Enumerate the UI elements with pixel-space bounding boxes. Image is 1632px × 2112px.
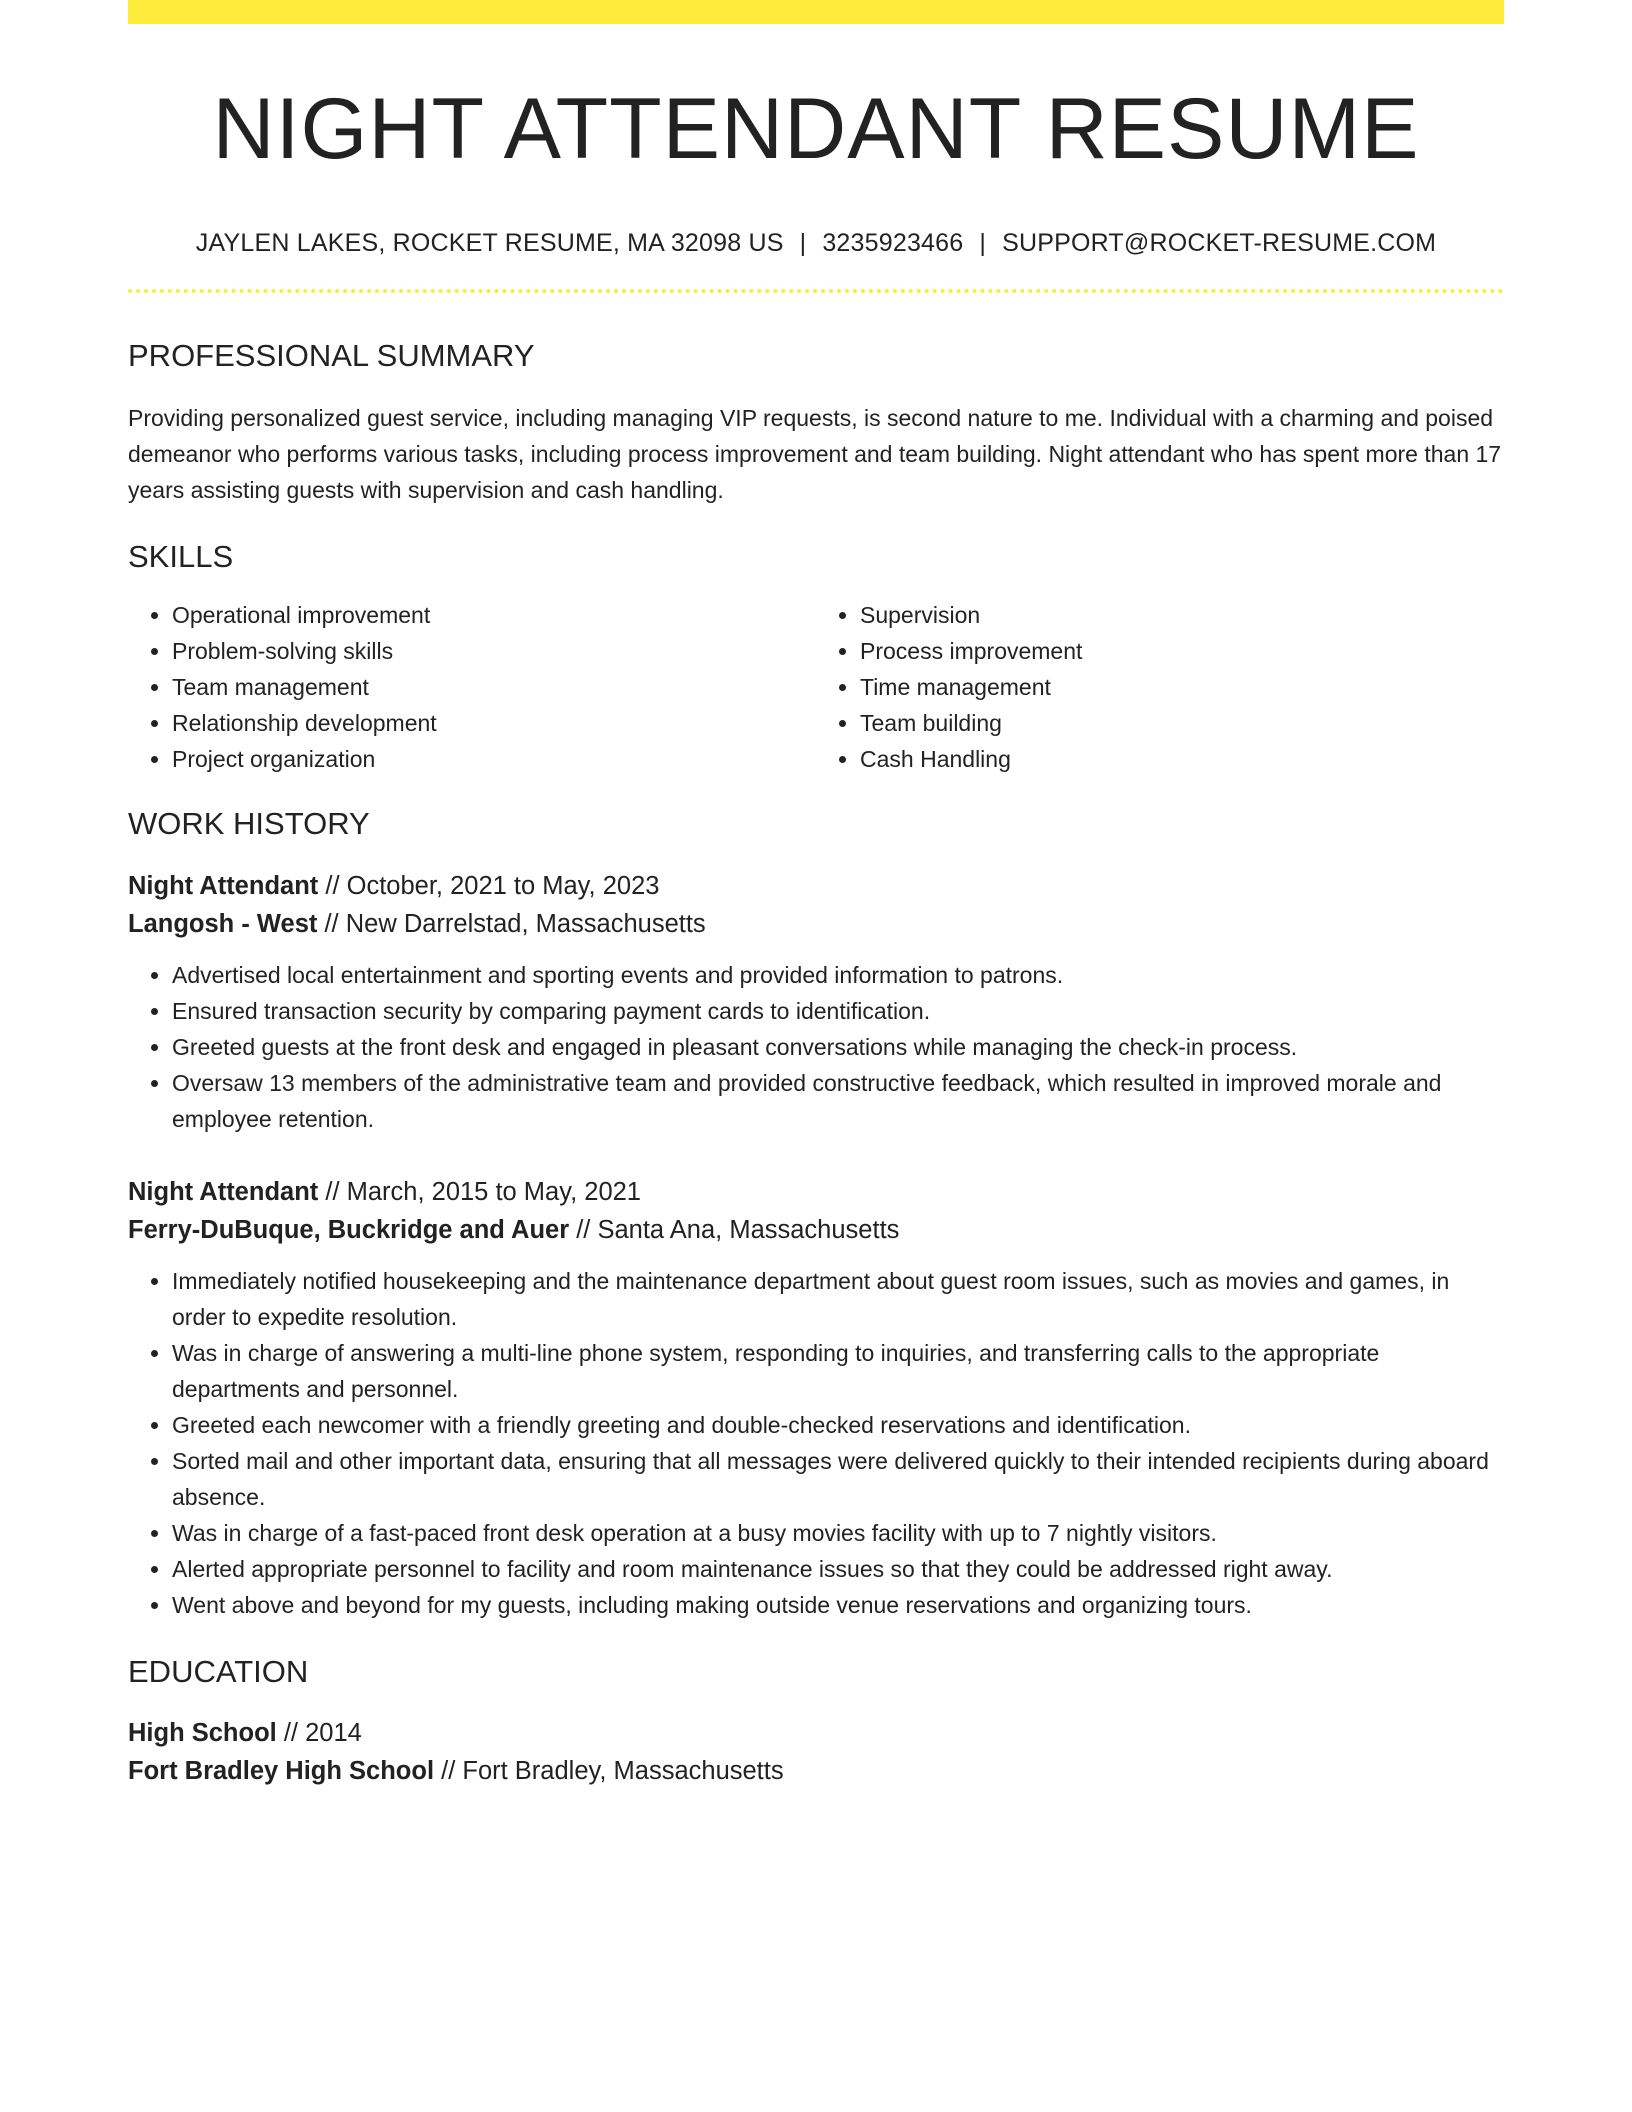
skill-item: • Operational improvement: [172, 597, 816, 633]
summary-heading: PROFESSIONAL SUMMARY: [128, 338, 535, 374]
job-dates: March, 2015 to May, 2021: [346, 1177, 641, 1206]
contact-address: JAYLEN LAKES, ROCKET RESUME, MA 32098 US: [195, 228, 784, 257]
job-company: Langosh - West: [128, 909, 318, 938]
contact-separator: |: [799, 228, 807, 257]
job-bullet: • Greeted guests at the front desk and engaged in pleasant conversations while managing the check-in process.: [172, 1029, 1504, 1065]
field-separator: //: [318, 1177, 347, 1206]
field-separator: //: [434, 1756, 463, 1785]
contact-email: SUPPORT@ROCKET-RESUME.COM: [1002, 228, 1437, 257]
work-history-heading: WORK HISTORY: [128, 806, 370, 842]
job-location: Santa Ana, Massachusetts: [597, 1215, 900, 1244]
job-company-line: [128, 905, 1504, 943]
skill-item: • Supervision: [860, 597, 1504, 633]
skills-grid: [128, 597, 1504, 777]
job-company: Ferry-DuBuque, Buckridge and Auer: [128, 1215, 570, 1244]
skill-item: • Relationship development: [172, 705, 816, 741]
job-title: Night Attendant: [128, 1177, 319, 1206]
skill-item: • Team building: [860, 705, 1504, 741]
job-bullet: • Advertised local entertainment and sporting events and provided information to patrons.: [172, 957, 1504, 993]
education-degree: High School: [128, 1718, 277, 1747]
field-separator: //: [569, 1215, 598, 1244]
resume-page: [128, 0, 1504, 1790]
dotted-divider: [128, 289, 1504, 293]
job-bullet: • Went above and beyond for my guests, including making outside venue reservations and organizing tours.: [172, 1587, 1504, 1623]
education-school-line: [128, 1752, 1504, 1790]
job-bullet: • Was in charge of answering a multi-line phone system, responding to inquiries, and transferring calls to the appropriate departments and personnel.: [172, 1335, 1504, 1407]
education-degree-line: [128, 1714, 1504, 1752]
contact-phone: 3235923466: [822, 228, 964, 257]
contact-line: [128, 227, 1504, 260]
job-title-line: [128, 867, 1504, 905]
job-bullets: [128, 1263, 1504, 1623]
skills-list-right: [816, 597, 1504, 777]
job-bullet: • Immediately notified housekeeping and the maintenance department about guest room issues, such as movies and games, in order to expedite resolution.: [172, 1263, 1504, 1335]
education-school: Fort Bradley High School: [128, 1756, 435, 1785]
skill-item: • Time management: [860, 669, 1504, 705]
job-bullet: • Sorted mail and other important data, ensuring that all messages were delivered quickly to their intended recipients during aboard absence.: [172, 1443, 1504, 1515]
job-company-line: [128, 1211, 1504, 1249]
field-separator: //: [318, 871, 347, 900]
contact-separator: |: [979, 228, 987, 257]
skills-list-left: [128, 597, 816, 777]
job-dates: October, 2021 to May, 2023: [346, 871, 660, 900]
skill-item: • Team management: [172, 669, 816, 705]
skill-item: • Cash Handling: [860, 741, 1504, 777]
skill-item: • Problem-solving skills: [172, 633, 816, 669]
field-separator: //: [317, 909, 346, 938]
accent-top-bar: [128, 0, 1504, 24]
skills-heading: SKILLS: [128, 539, 234, 575]
skill-item: • Project organization: [172, 741, 816, 777]
job-title-line: [128, 1173, 1504, 1211]
job-bullet: • Alerted appropriate personnel to facility and room maintenance issues so that they could be addressed right away.: [172, 1551, 1504, 1587]
summary-text: Providing personalized guest service, including managing VIP requests, is second nature to me. Individual with a charming and poised demeanor who performs various tasks, including process improvement and team building. Night attendant who has spent more than 17 years assisting guests with supervision and cash handling.: [128, 405, 1502, 504]
resume-title: NIGHT ATTENDANT RESUME: [212, 81, 1420, 177]
job-location: New Darrelstad, Massachusetts: [345, 909, 706, 938]
job-bullet: • Greeted each newcomer with a friendly greeting and double-checked reservations and identification.: [172, 1407, 1504, 1443]
job-title: Night Attendant: [128, 871, 319, 900]
job-bullet: • Oversaw 13 members of the administrative team and provided constructive feedback, which resulted in improved morale and employee retention.: [172, 1065, 1504, 1137]
education-year: 2014: [305, 1718, 362, 1747]
education-location: Fort Bradley, Massachusetts: [462, 1756, 784, 1785]
job-bullet: • Was in charge of a fast-paced front desk operation at a busy movies facility with up to 7 nightly visitors.: [172, 1515, 1504, 1551]
job-bullets: [128, 957, 1504, 1137]
education-heading: EDUCATION: [128, 1653, 309, 1689]
field-separator: //: [276, 1718, 306, 1747]
skill-item: • Process improvement: [860, 633, 1504, 669]
job-bullet: • Ensured transaction security by comparing payment cards to identification.: [172, 993, 1504, 1029]
